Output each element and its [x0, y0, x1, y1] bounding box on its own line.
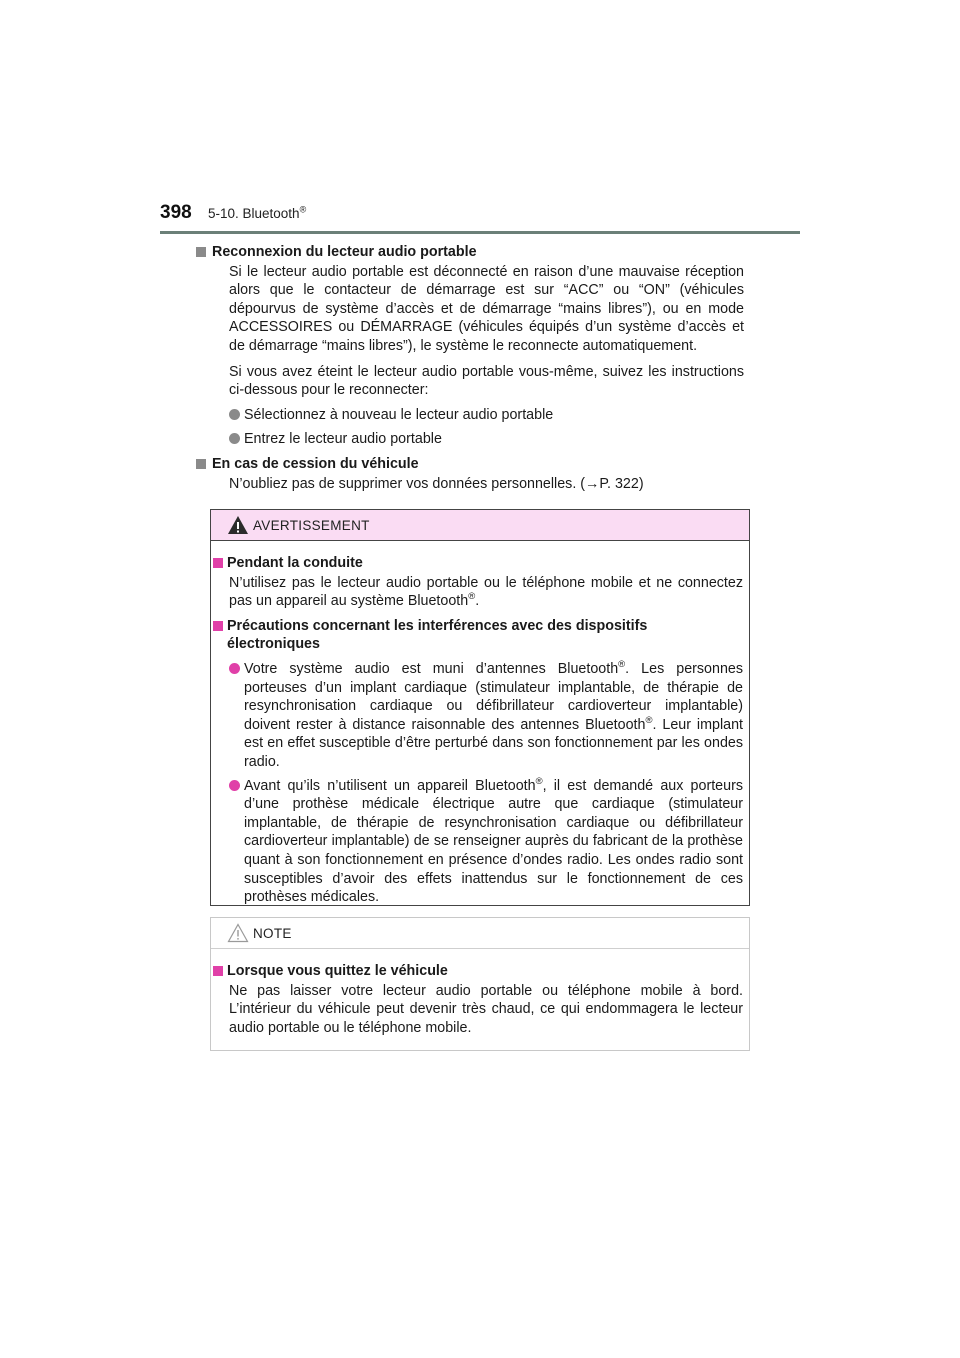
- section-heading-text: Lorsque vous quittez le véhicule: [227, 963, 448, 979]
- text: , il est demandé aux porteurs d’une prothèse médicale électrique autre que cardiaque (stimulateur implantable, de thérapie de resynchronisation cardiaque ou défibrillateur cardioverteur implantable) de se renseigner auprès du fabricant de la prothèse quant à son fonctionnement en présence d’ondes radio. Les ondes radio sont susceptibles d’avoir des effets inattendus sur le fonctionnement de ces prothèses médicales.: [244, 777, 743, 906]
- warning-triangle-icon: [227, 515, 249, 535]
- arrow-icon: →: [585, 475, 600, 492]
- text: Avant qu’ils n’utilisent un appareil Bluetooth: [244, 777, 536, 794]
- paragraph: [229, 574, 743, 611]
- square-bullet-icon: [213, 621, 223, 631]
- text: . Leur implant est en effet susceptible d’être perturbé dans son fonctionnement par les ondes radio.: [244, 716, 743, 770]
- section-title: [208, 206, 306, 221]
- section-heading: [213, 617, 743, 654]
- warning-label: AVERTISSEMENT: [253, 518, 370, 533]
- section-heading-text: Pendant la conduite: [227, 555, 363, 571]
- text: . Les personnes porteuses d’un implant cardiaque (stimulateur implantable, de thérapie de resynchronisation cardiaque ou défibrillateur cardioverteur implantable) doivent rester à distance raisonnable des antennes Bluetooth: [244, 660, 744, 733]
- round-bullet-icon: [229, 663, 240, 674]
- list-item-text: [244, 660, 743, 772]
- section-heading: [196, 243, 744, 262]
- list-item: [229, 406, 744, 425]
- list-item: [229, 777, 743, 907]
- registered-mark: ®: [299, 204, 307, 215]
- paragraph: [229, 475, 744, 494]
- sale-section: [212, 455, 744, 493]
- round-bullet-icon: [229, 433, 240, 444]
- text: Votre système audio est muni d’antennes Bluetooth: [244, 660, 619, 677]
- note-header: [211, 918, 749, 949]
- page-reference-link[interactable]: P. 322): [599, 475, 644, 492]
- note-label: NOTE: [253, 926, 292, 941]
- square-bullet-icon: [196, 247, 206, 257]
- paragraph: Si le lecteur audio portable est déconnecté en raison d’une mauvaise réception alors que le contacteur de démarrage est sur “ACC” ou “ON” (véhicules dépourvus de système d’accès et de démarrage “mains libres”), ou en mode ACCESSOIRES ou DÉMARRAGE (véhicules équipés d’un système d’accès et de démarrage “mains libres”), le système le reconnecte automatiquement.: [229, 263, 744, 354]
- list-item: [229, 660, 743, 772]
- header-rule: [160, 231, 800, 234]
- section-heading: [213, 554, 743, 573]
- paragraph-text: N’utilisez pas le lecteur audio portable ou le téléphone mobile et ne connectez pas un appareil au système Bluetooth: [229, 574, 743, 610]
- main-content: [212, 243, 744, 497]
- caution-triangle-icon: [227, 923, 249, 943]
- registered-mark: ®: [535, 775, 543, 787]
- section-heading-text: Précautions concernant les interférences avec des dispositifs électroniques: [227, 617, 648, 653]
- registered-mark: ®: [645, 714, 653, 726]
- list-item-text: [244, 777, 743, 907]
- section-heading-text: Reconnexion du lecteur audio portable: [212, 244, 477, 260]
- note-box: [210, 917, 750, 1051]
- paragraph: Ne pas laisser votre lecteur audio portable ou téléphone mobile à bord. L’intérieur du véhicule peut devenir très chaud, ce qui endommagera le lecteur audio portable ou le téléphone mobile.: [229, 982, 743, 1036]
- section-title-text: 5-10. Bluetooth: [208, 206, 300, 221]
- reconnect-section: [212, 243, 744, 449]
- square-bullet-icon: [196, 459, 206, 469]
- warning-box: [210, 509, 750, 906]
- list-item-text: Entrez le lecteur audio portable: [244, 431, 442, 448]
- warning-header: [211, 510, 749, 541]
- square-bullet-icon: [213, 558, 223, 568]
- paragraph: Si vous avez éteint le lecteur audio portable vous-même, suivez les instructions ci-dessous pour le reconnecter:: [229, 363, 744, 399]
- list-item: [229, 430, 744, 449]
- round-bullet-icon: [229, 780, 240, 791]
- registered-mark: ®: [468, 591, 476, 603]
- section-heading: [196, 455, 744, 474]
- paragraph-text: .: [475, 593, 480, 610]
- warning-body: [213, 554, 743, 907]
- registered-mark: ®: [618, 659, 626, 671]
- section-heading: [213, 962, 743, 981]
- round-bullet-icon: [229, 409, 240, 420]
- page-number: 398: [160, 202, 192, 223]
- paragraph-text: N’oubliez pas de supprimer vos données personnelles. (: [229, 475, 586, 492]
- note-body: [213, 962, 743, 1037]
- list-item-text: Sélectionnez à nouveau le lecteur audio portable: [244, 406, 554, 423]
- section-heading-text: En cas de cession du véhicule: [212, 455, 419, 472]
- square-bullet-icon: [213, 966, 223, 976]
